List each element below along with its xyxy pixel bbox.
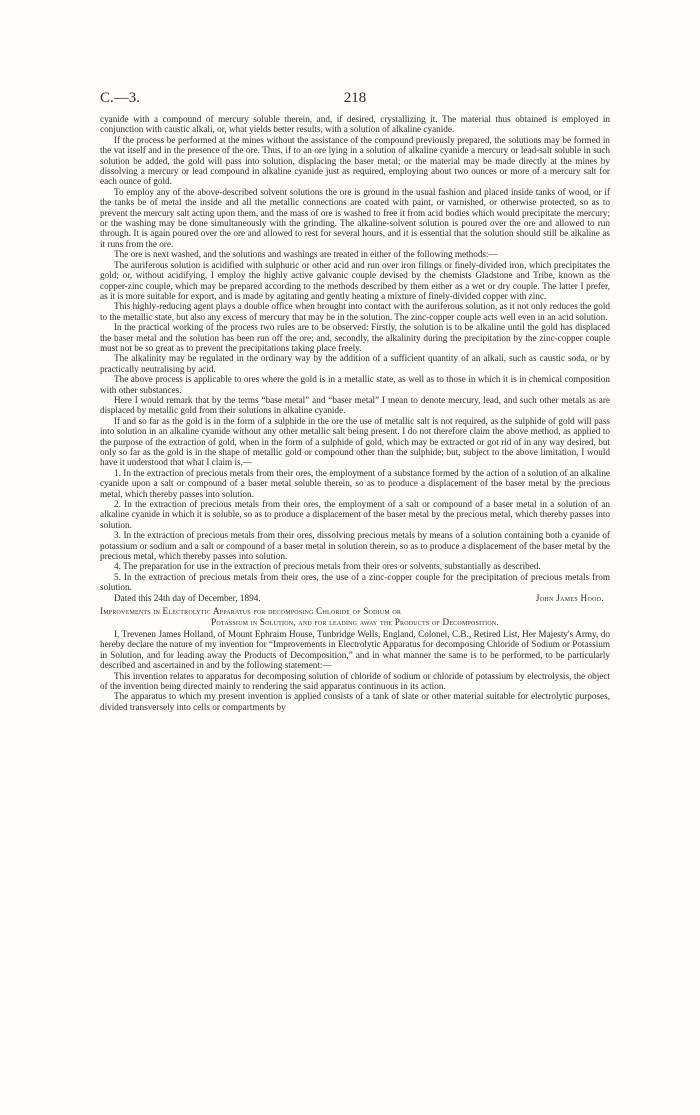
paragraph: The alkalinity may be regulated in the ordinary way by the addition of a sufficient quantity of an alkali, such as caustic soda, or by practically neutralising by acid. — [100, 353, 610, 374]
paragraph: In the practical working of the process two rules are to be observed: Firstly, the solution is to be alkaline until the gold has displaced the baser metal and the solution has been run off the ore; and, secondly, the alkalinity during the precipitation by the zinc-copper couple must not be so great as to prevent the precipitations taking place freely. — [100, 322, 610, 353]
document-body — [100, 114, 610, 712]
patent-title-line-1: Improvements in Electrolytic Apparatus for decomposing Chloride of Sodium or — [100, 606, 402, 617]
claim-1: 1. In the extraction of precious metals from their ores, the employment of a substance formed by the action of a solution of an alkaline cyanide upon a salt or compound of a baser metal soluble therein, so as to produce a displacement of the baser metal by the precious metal, which thereby passes into solution. — [100, 467, 610, 499]
claim-5: 5. In the extraction of precious metals from their ores, the use of a zinc-copper couple for the precipitation of precious metals from solution. — [100, 571, 610, 593]
paragraph: This highly-reducing agent plays a double office when brought into contact with the auriferous solution, as it not only reduces the gold to the metallic state, but also any excess of mercury that may be in the solution. The zinc-copper couple acts well even in an acid solution. — [100, 301, 610, 322]
section-reference: C.—3. — [100, 90, 141, 106]
paragraph: I, Trevenen James Holland, of Mount Ephraim House, Tunbridge Wells, England, Colonel, C.B., Retired List, Her Majesty's Army, do hereby declare the nature of my invention for “Improvements in Electrolytic Apparatus for decomposing Chloride of Sodium or Potassium in Solution, and for leading away the Products of Decomposition,” and in what manner the same is to be performed, to be particularly described and ascertained in and by the following statement:— — [100, 628, 610, 671]
paragraph: The auriferous solution is acidified with sulphuric or other acid and run over iron filings or finely-divided iron, which precipitates the gold; or, without acidifying, I employ the highly active galvanic couple devised by the chemists Gladstone and Tribe, known as the copper-zinc couple, which may be prepared according to the methods described by them either as a wet or dry couple. The latter I prefer, as it is more suitable for export, and is made by agitating and gently heating a mixture of finely-divided copper with zinc. — [100, 259, 610, 301]
date-text: Dated this 24th day of December, 1894. — [114, 592, 261, 603]
paragraph: If and so far as the gold is in the form of a sulphide in the ore the use of metallic salt is not required, as the sulphide of gold will pass into solution in an alkaline cyanide without any other metallic salt being present. I do not therefore claim the above method, as applied to the purpose of the extraction of gold, when in the form of a sulphide of gold, which may be extracted or got rid of in any way desired, but only so far as the gold is in the shape of metallic gold or compound other than the sulphide; but, subject to the above limitation, I would have it understood that what I claim is,— — [100, 415, 610, 468]
paragraph: If the process be performed at the mines without the assistance of the compound previously prepared, the solutions may be formed in the vat itself and in the presence of the ore. Thus, if to an ore lying in a solution of alkaline cyanide a mercury or lead-salt soluble in such solution be added, the gold will pass into solution, displacing the baser metal; or the material may be made directly at the mines by dissolving a mercury or lead compound in alkaline cyanide just as required, employing about two ounces or more of a mercury salt for each ounce of gold. — [100, 134, 610, 187]
paragraph: The above process is applicable to ores where the gold is in a metallic state, as well as to those in which it is in chemical composition with other substances. — [100, 374, 610, 395]
claim-2: 2. In the extraction of precious metals from their ores, the employment of a salt or compound of a baser metal in a solution of an alkaline cyanide in which it is soluble, so as to produce a displacement of the baser metal by the precious metal, which thereby passes into solution. — [100, 499, 610, 530]
claim-4: 4. The preparation for use in the extraction of precious metals from their ores or solvents, substantially as described. — [114, 561, 541, 572]
paragraph: cyanide with a compound of mercury soluble therein, and, if desired, crystallizing it. The material thus obtained is employed in conjunction with caustic alkali, or, what yields better results, with a solution of alkaline cyanide. — [100, 114, 610, 135]
paragraph: This invention relates to apparatus for decomposing solution of chloride of sodium or chloride of potassium by electrolysis, the object of the invention being directed mainly to rendering the said apparatus continuous in its action. — [100, 670, 610, 691]
paragraph: To employ any of the above-described solvent solutions the ore is ground in the usual fashion and placed inside tanks of wood, or if the tanks be of metal the inside and all the metallic connections are coated with paint, or varnished, or otherwise protected, so as to prevent the mercury salt acting upon them, and the mass of ore is washed to free it from acid bodies which would precipitate the mercury; or the washing may be done simultaneously with the grinding. The alkaline-solvent solution is poured over the ore and allowed to run through. It is again poured over the ore and allowed to rest for several hours, and it is essential that the solution should still be alkaline as it runs from the ore. — [100, 186, 610, 249]
paragraph: The apparatus to which my present invention is applied consists of a tank of slate or other material suitable for electrolytic purposes, divided transversely into cells or compartments by — [100, 691, 610, 712]
patent-title-line-2: Potassium in Solution, and for leading away the Products of Decomposition. — [211, 616, 499, 627]
claim-3: 3. In the extraction of precious metals from their ores, dissolving precious metals by means of a solution containing both a cyanide of potassium or sodium and a salt or compound of a baser metal in solution therein, so as to produce a displacement of the baser metal by the precious metal, which thereby passes into solution. — [100, 530, 610, 562]
signature: John James Hood. — [535, 592, 604, 603]
paragraph: Here I would remark that by the terms “base metal” and “baser metal” I mean to denote mercury, lead, and such other metals as are displaced by metallic gold from their solutions in alkaline cyanide. — [100, 394, 610, 416]
paragraph: The ore is next washed, and the solutions and washings are treated in either of the following methods:— — [114, 249, 498, 260]
page-header — [100, 90, 610, 110]
dated-line — [100, 593, 610, 603]
page-number: 218 — [343, 90, 367, 106]
